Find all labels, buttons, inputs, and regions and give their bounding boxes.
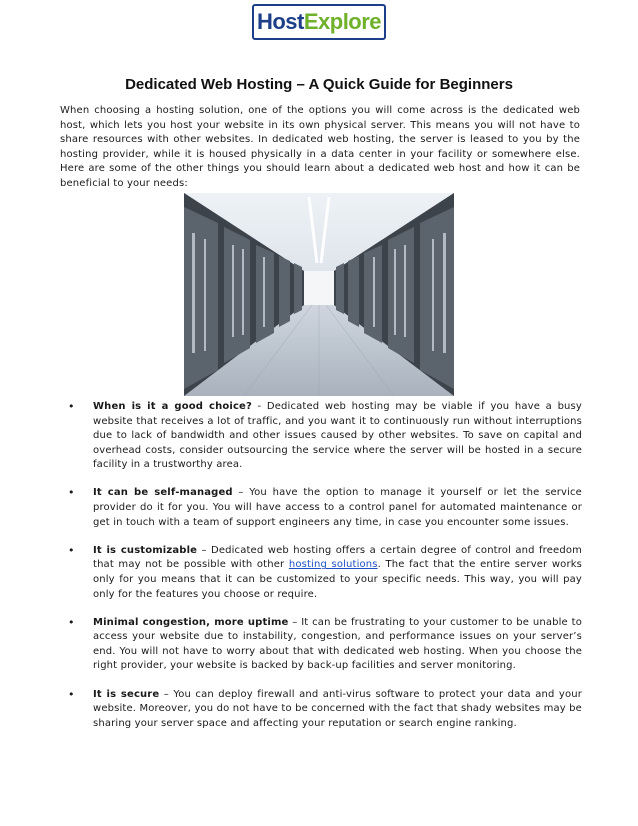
list-item-text: – Dedicated web hosting offers a certain degree of control and freedom that may not be possible with other <box>93 544 582 571</box>
page-title: Dedicated Web Hosting – A Quick Guide for Beginners <box>125 76 513 93</box>
list-item-text: – It can be frustrating to your customer to be unable to access your website due to instability, congestion, and performance issues on your server’s end. You will not have to worry about that with dedicated web hosting. When you choose the right provider, your website is backed by back-up facilities and server monitoring. <box>93 616 582 672</box>
intro-paragraph: When choosing a hosting solution, one of the options you will come across is the dedicated web host, which lets you host your website in its own physical server. This means you will not have to share resources with other websites. In dedicated web hosting, the server is leased to you by the hosting provider, while it is housed physically in a data center in your facility or somewhere else. Here are some of the other things you should learn about a dedicated web host and how it can be beneficial to your needs: <box>60 105 580 189</box>
list-item-heading: Minimal congestion, more uptime <box>93 616 289 628</box>
data-center-photo <box>184 193 454 396</box>
list-item-uptime <box>60 616 582 674</box>
logo-host-text: Host <box>256 9 304 34</box>
list-item-heading: It is secure <box>93 688 160 700</box>
list-item-text: – You can deploy firewall and anti-virus software to protect your data and your website. Moreover, you do not have to be concerned with the fact that shady websites may be sharing your server space and affecting your reputation or search engine ranking. <box>93 688 582 729</box>
list-item-text: - Dedicated web hosting may be viable if you have a busy website that receives a lot of traffic, and you want it to continuously run without interruptions due to lack of bandwidth and other issues caused by other websites. To save on capital and overhead costs, consider outsourcing the service where the server will be hosted in a secure facility in a trustworthy area. <box>93 401 582 471</box>
hostexplore-logo <box>252 4 386 40</box>
bullet: • <box>68 486 75 500</box>
list-item-self-managed <box>60 486 582 530</box>
list-item-secure <box>60 688 582 732</box>
list-item-heading: It is customizable <box>93 544 198 556</box>
bullet: • <box>68 400 75 413</box>
benefits-list <box>60 400 582 745</box>
logo-explore-text: Explore <box>303 9 382 34</box>
list-item-customizable <box>60 544 582 602</box>
bullet: • <box>68 543 75 557</box>
list-item-heading: It can be self-managed <box>93 487 233 499</box>
bullet: • <box>68 615 75 629</box>
hosting-solutions-link[interactable]: hosting solutions <box>288 559 378 571</box>
list-item-heading: When is it a good choice? <box>93 401 252 412</box>
list-item-good-choice <box>60 400 582 473</box>
list-item-text: . The fact that the entire server works only for you means that it can be customized to your specific needs. This way, you will pay only for the features you choose or require. <box>93 559 583 600</box>
list-item-text: – You have the option to manage it yourself or let the service provider do it for you. You will have access to a control panel for automated maintenance or get in touch with a team of support engineers any time, in case you encounter some issues. <box>93 487 582 528</box>
bullet: • <box>68 687 75 701</box>
